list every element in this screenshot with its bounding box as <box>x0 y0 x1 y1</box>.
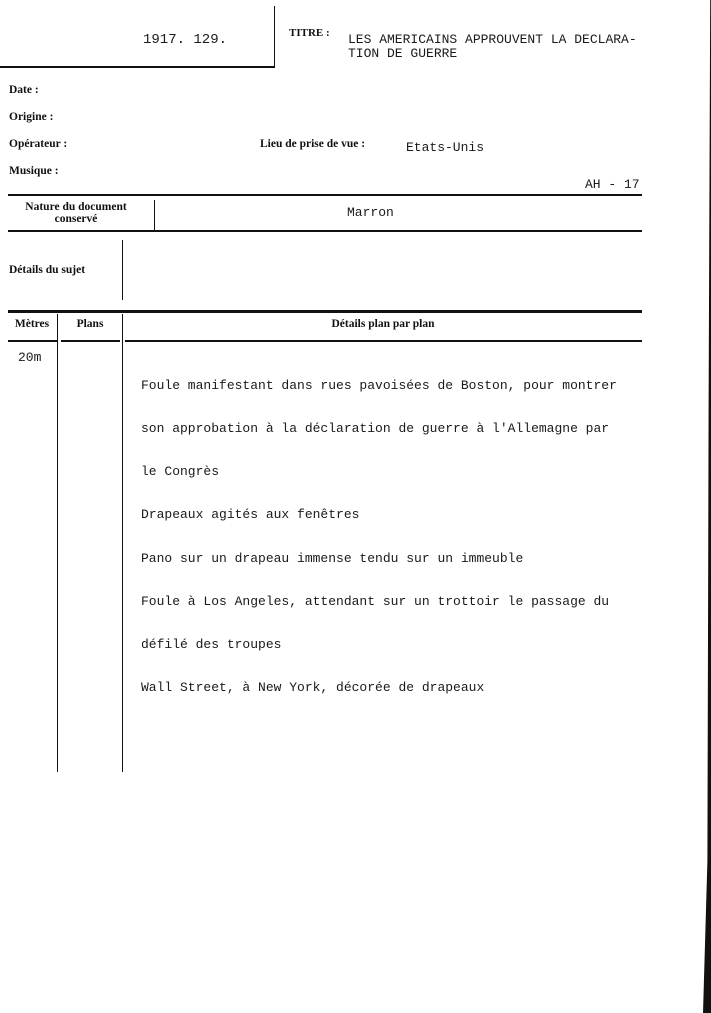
header-divider <box>274 6 275 67</box>
header-rule-details <box>125 340 642 342</box>
operateur-label: Opérateur : <box>9 138 68 150</box>
col-metres-header: Mètres <box>14 318 50 330</box>
table-top-rule <box>8 310 642 313</box>
nature-bottom-rule <box>8 230 642 232</box>
detail-line: Foule manifestant dans rues pavoisées de Boston, pour montrer <box>141 377 617 393</box>
nature-top-rule <box>8 194 642 196</box>
details-sujet-label: Détails du sujet <box>9 264 86 276</box>
detail-line: son approbation à la déclaration de guerre à l'Allemagne par <box>141 421 610 437</box>
scan-edge-shadow <box>703 0 711 1013</box>
titre-line-2: TION DE GUERRE <box>348 46 458 61</box>
row-details <box>141 350 617 710</box>
nature-label-line-1: Nature du document <box>25 201 127 213</box>
row-metres: 20m <box>18 350 42 365</box>
nature-label-line-2: conservé <box>54 213 98 225</box>
detail-line: défilé des troupes <box>141 637 282 653</box>
detail-line: Foule à Los Angeles, attendant sur un trottoir le passage du <box>141 593 610 609</box>
column-divider-1 <box>57 314 58 772</box>
column-divider-2 <box>122 314 123 772</box>
lieu-label: Lieu de prise de vue : <box>260 138 366 150</box>
nature-label <box>9 201 143 225</box>
date-label: Date : <box>9 84 39 96</box>
detail-line: le Congrès <box>141 464 220 480</box>
nature-value: Marron <box>347 205 394 220</box>
titre-label: TITRE : <box>289 27 330 39</box>
detail-line: Pano sur un drapeau immense tendu sur un immeuble <box>141 550 524 566</box>
nature-divider <box>154 200 155 230</box>
header-rule-metres <box>8 340 58 342</box>
col-details-header: Détails plan par plan <box>331 318 435 330</box>
origine-label: Origine : <box>9 111 54 123</box>
titre-line-1: LES AMERICAINS APPROUVENT LA DECLARA- <box>348 32 637 47</box>
header-rule <box>0 66 275 68</box>
titre-value <box>348 33 637 61</box>
header-rule-plans <box>61 340 120 342</box>
details-sujet-divider <box>122 240 123 300</box>
detail-line: Wall Street, à New York, décorée de drapeaux <box>141 680 485 696</box>
musique-label: Musique : <box>9 165 59 177</box>
reference-number: 1917. 129. <box>143 32 228 48</box>
lieu-value: Etats-Unis <box>406 140 485 155</box>
code-value: AH - 17 <box>585 177 640 192</box>
detail-line: Drapeaux agités aux fenêtres <box>141 507 360 523</box>
col-plans-header: Plans <box>76 318 104 330</box>
